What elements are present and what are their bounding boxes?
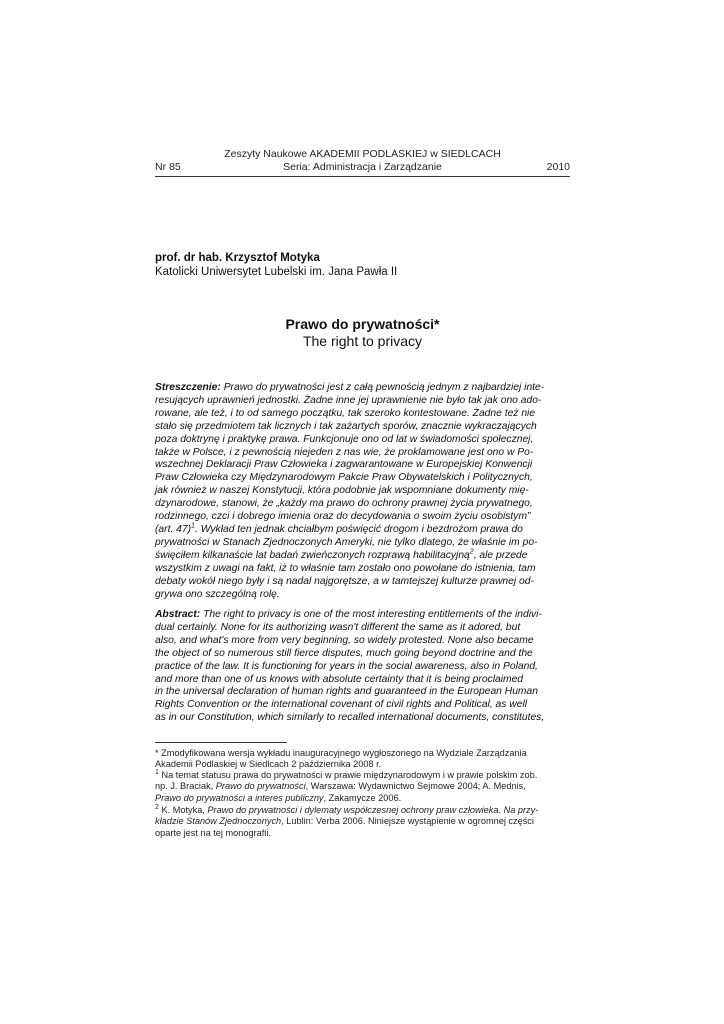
header-divider: [155, 176, 570, 177]
footnote-divider: [155, 742, 287, 743]
polish-abstract: Streszczenie: Prawo do prywatności jest z całą pewnością jednym z najbardziej inte- resujących uprawnień jednostki. Żadne inne jej uprawnienie nie było tak jak ono ado- rowane, ale też, i to od samego początku, tak szeroko kontestowane. Żadne też nie stało się przedmiotem tak licznych i tak zażartych sporów, znacznie wykraczających poza doktrynę i praktykę prawa. Funkcjonuje ono od lat w świadomości społecznej, także w Polsce, i z pewnością niejeden z nas wie, że proklamowane jest ono w Po- wszechnej Deklaracji Praw Człowieka i zagwarantowane w Europejskiej Konwencji Praw Człowieka czy Międzynarodowym Pakcie Praw Obywatelskich i Politycznych, jak również w naszej Konstytucji, która podobnie jak wspomniane dokumenty mię- dzynarodowe, stanowi, że „każdy ma prawo do ochrony prawnej życia prywatnego, rodzinnego, czci i dobrego imienia oraz do decydowania o swoim życiu osobistym” (art. 47)$^1$. Wykład ten jednak chciałbym poświęcić drogom i bezdrożom prawa do prywatności w Stanach Zjednoczonych Ameryki, nie tylko dlatego, że właśnie im po- święciłem kilkanaście lat badań zwieńczonych rozprawą habilitacyjną$^2$, ale przede wszystkim z uwagi na fakt, iż to właśnie tam zostało ono powołane do istnienia, tam debaty wokół niego były i są nadal najgorętsze, a w tamtejszej kulturze prawnej od- grywa ono szczególną rolę.: [155, 382, 545, 600]
issue-number: Nr 85: [155, 161, 181, 173]
footnote-2: $^2$ K. Motyka, Prawo do prywatności i dylematy współczesnej ochrony praw człowieka. Na przy- kładzie Stanów Zjednoczonych, Lublin: Verba 2006. Niniejsze wystąpienie w ogromnej części oparte jest na tej monografii.: [155, 803, 539, 838]
footnote-ref-2[interactable]: 2: [469, 548, 474, 556]
footnote-1-marker: 1: [155, 768, 159, 776]
footnote-ref-1[interactable]: 1: [191, 522, 195, 530]
footnote-1: $^1$ Na temat statusu prawa do prywatności w prawie międzynarodowym i w prawie polskim zob. np. J. Braciak, Prawo do prywatności, Warszawa: Wydawnictwo Sejmowe 2004; A. Mednis, Prawo do prywatności a interes publiczny, Zakamycze 2006.: [155, 768, 538, 803]
series-name: Seria: Administracja i Zarządzanie: [283, 161, 442, 173]
journal-name: Zeszyty Naukowe AKADEMII PODLASKIEJ w SIEDLCACH: [224, 148, 501, 160]
english-abstract: Abstract: The right to privacy is one of the most interesting entitlements of the indivi- dual certainly. None for its authorizing wasn't different the same as it adored, but also, and what's more from very beginning, so widely protested. None also became the object of so numerous still fierce disputes, much going beyond doctrine and the practice of the law. It is functioning for years in the social awareness, also in Poland, and more than one of us knows with absolute certainty that it is being proclaimed in the universal declaration of human rights and guaranteed in the European Human Rights Convention or the international covenant of civil rights and Political, as well as in our Constitution, which similarly to recalled international documents, constitutes,: [155, 609, 545, 724]
title-english: The right to privacy: [302, 333, 423, 349]
polish-abstract-label: Streszczenie:: [155, 382, 221, 393]
author-affiliation: Katolicki Uniwersytet Lubelski im. Jana Pawła II: [155, 266, 398, 278]
author-block: [155, 251, 397, 279]
footnote-2-marker: 2: [155, 803, 159, 811]
running-header: [155, 148, 570, 175]
english-abstract-label: Abstract:: [155, 609, 201, 620]
author-name: prof. dr hab. Krzysztof Motyka: [155, 252, 320, 264]
article-title: [155, 316, 570, 350]
footnote-star: * Zmodyfikowana wersja wykładu inauguracyjnego wygłoszonego na Wydziale Zarządzania Akademii Podlaskiej w Siedlcach 2 października 2008 r.: [155, 748, 527, 770]
title-polish: Prawo do prywatności*: [285, 316, 440, 332]
publication-year: 2010: [546, 161, 570, 173]
